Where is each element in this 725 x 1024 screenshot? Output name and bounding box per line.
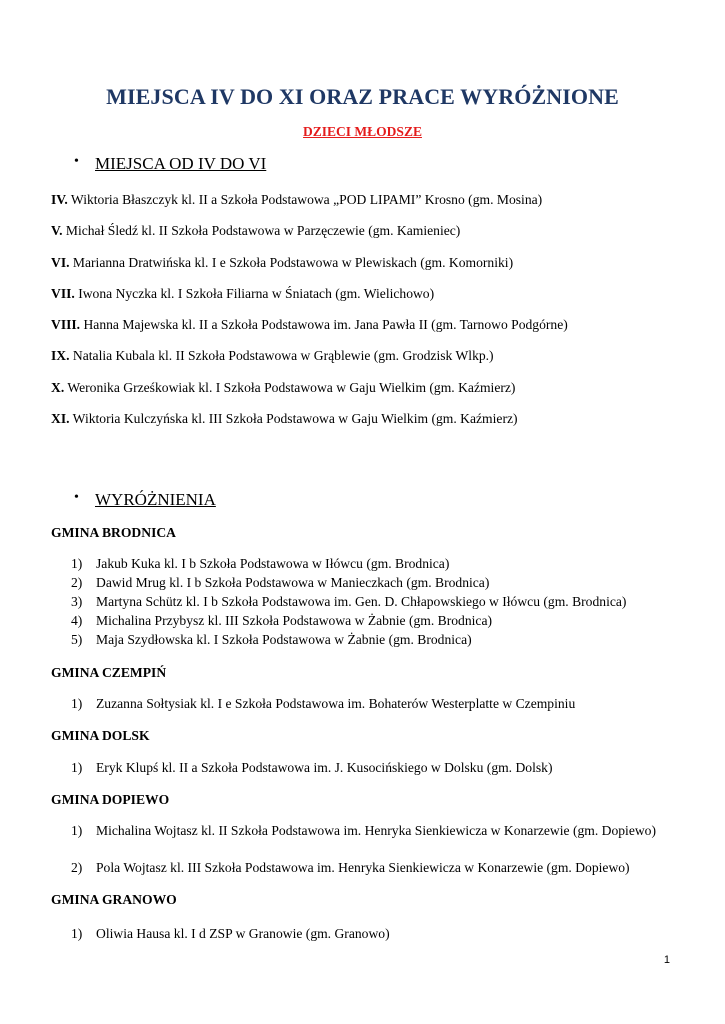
- gmina-heading: GMINA DOPIEWO: [51, 792, 170, 807]
- item-text: Michalina Przybysz kl. III Szkoła Podstawowa w Żabnie (gm. Brodnica): [96, 613, 493, 628]
- place-row: [51, 380, 515, 396]
- place-text: Wiktoria Kulczyńska kl. III Szkoła Podstawowa w Gaju Wielkim (gm. Kaźmierz): [69, 411, 518, 426]
- item-text: Zuzanna Sołtysiak kl. I e Szkoła Podstawowa im. Bohaterów Westerplatte w Czempiniu: [96, 696, 576, 711]
- list-item: [71, 822, 671, 840]
- item-text: Eryk Klupś kl. II a Szkoła Podstawowa im. J. Kusocińskiego w Dolsku (gm. Dolsk): [96, 760, 553, 775]
- item-number: 1): [71, 556, 83, 571]
- gmina-heading: GMINA CZEMPIŃ: [51, 665, 167, 680]
- item-text: Martyna Schütz kl. I b Szkoła Podstawowa im. Gen. D. Chłapowskiego w Iłówcu (gm. Brodnica): [96, 594, 627, 609]
- place-rank: VII.: [51, 286, 75, 301]
- place-text: Iwona Nyczka kl. I Szkoła Filiarna w Śniatach (gm. Wielichowo): [74, 286, 435, 301]
- list-item: [71, 556, 450, 572]
- list-item: [71, 860, 630, 876]
- item-number: 1): [71, 926, 83, 941]
- list-item: [71, 926, 390, 942]
- place-rank: VI.: [51, 255, 70, 270]
- list-item: [71, 696, 576, 712]
- place-text: Hanna Majewska kl. II a Szkoła Podstawowa im. Jana Pawła II (gm. Tarnowo Podgórne): [80, 317, 568, 332]
- place-row: [51, 348, 494, 364]
- item-text: Jakub Kuka kl. I b Szkoła Podstawowa w Iłówcu (gm. Brodnica): [96, 556, 450, 571]
- bullet-icon: •: [74, 490, 79, 505]
- places-heading: MIEJSCA OD IV DO VI: [95, 154, 267, 173]
- item-text: Dawid Mrug kl. I b Szkoła Podstawowa w Manieczkach (gm. Brodnica): [96, 575, 490, 590]
- place-rank: V.: [51, 223, 63, 238]
- place-text: Natalia Kubala kl. II Szkoła Podstawowa w Grąblewie (gm. Grodzisk Wlkp.): [69, 348, 494, 363]
- place-rank: XI.: [51, 411, 70, 426]
- place-text: Marianna Dratwińska kl. I e Szkoła Podstawowa w Plewiskach (gm. Komorniki): [69, 255, 514, 270]
- place-text: Wiktoria Błaszczyk kl. II a Szkoła Podstawowa „POD LIPAMI” Krosno (gm. Mosina): [67, 192, 543, 207]
- place-rank: X.: [51, 380, 65, 395]
- item-number: 1): [71, 823, 83, 838]
- item-text: Oliwia Hausa kl. I d ZSP w Granowie (gm. Granowo): [96, 926, 390, 941]
- item-number: 1): [71, 760, 83, 775]
- place-rank: VIII.: [51, 317, 81, 332]
- place-row: [51, 255, 513, 271]
- list-item: [71, 760, 553, 776]
- gmina-heading: GMINA BRODNICA: [51, 525, 176, 540]
- gmina-heading: GMINA GRANOWO: [51, 892, 177, 907]
- place-row: [51, 286, 434, 302]
- page-subtitle: DZIECI MŁODSZE: [303, 124, 422, 139]
- place-text: Weronika Grześkowiak kl. I Szkoła Podstawowa w Gaju Wielkim (gm. Kaźmierz): [64, 380, 516, 395]
- item-number: 2): [71, 860, 83, 875]
- place-rank: IX.: [51, 348, 70, 363]
- place-row: [51, 317, 568, 333]
- place-row: [51, 192, 542, 208]
- list-item: [71, 575, 490, 591]
- item-number: 1): [71, 696, 83, 711]
- bullet-icon: •: [74, 154, 79, 169]
- item-number: 3): [71, 594, 83, 609]
- item-number: 2): [71, 575, 83, 590]
- place-text: Michał Śledź kl. II Szkoła Podstawowa w Parzęczewie (gm. Kamieniec): [62, 223, 461, 238]
- place-row: [51, 223, 460, 239]
- distinctions-heading: WYRÓŻNIENIA: [95, 490, 216, 509]
- page-number: 1: [663, 954, 670, 966]
- list-item: [71, 613, 493, 629]
- place-rank: IV.: [51, 192, 68, 207]
- gmina-heading: GMINA DOLSK: [51, 728, 150, 743]
- item-number: 4): [71, 613, 83, 628]
- item-number: 5): [71, 632, 83, 647]
- item-text: Pola Wojtasz kl. III Szkoła Podstawowa im. Henryka Sienkiewicza w Konarzewie (gm. Dopiewo): [96, 860, 630, 875]
- place-row: [51, 411, 518, 427]
- item-text: Michalina Wojtasz kl. II Szkoła Podstawowa im. Henryka Sienkiewicza w Konarzewie (gm. Dopiewo): [96, 823, 656, 838]
- page-title: MIEJSCA IV DO XI ORAZ PRACE WYRÓŻNIONE: [106, 84, 619, 109]
- list-item: [71, 632, 472, 648]
- list-item: [71, 594, 627, 610]
- item-text: Maja Szydłowska kl. I Szkoła Podstawowa w Żabnie (gm. Brodnica): [96, 632, 472, 647]
